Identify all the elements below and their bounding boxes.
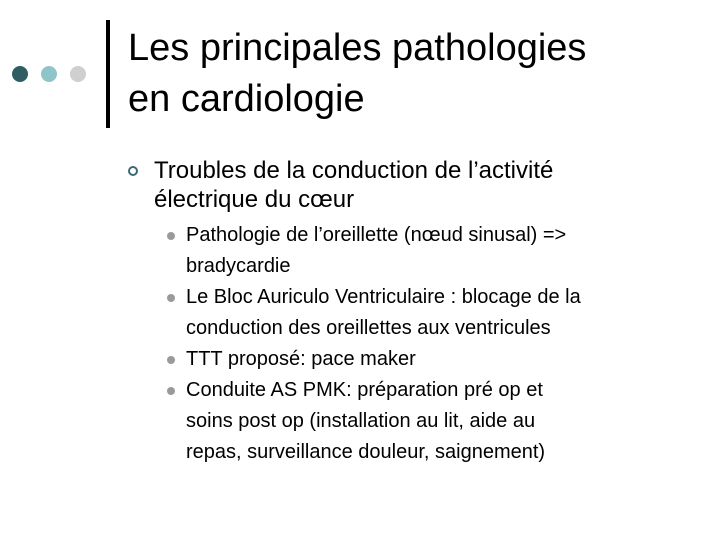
dark-dot-icon (12, 66, 28, 82)
dot-bullet-icon (167, 294, 175, 302)
list-item (186, 282, 706, 344)
dot-bullet-icon (167, 387, 175, 395)
list-item-line: Conduite AS PMK: préparation pré op et (186, 379, 543, 401)
mid-dot-icon (41, 66, 57, 82)
list-item-line: soins post op (installation au lit, aide au (186, 410, 536, 432)
list-item (186, 220, 706, 282)
dot-bullet-icon (167, 356, 175, 364)
list-item-line: Le Bloc Auriculo Ventriculaire : blocage de la (186, 286, 581, 308)
decorative-dots (12, 66, 96, 82)
ring-bullet-icon (128, 166, 138, 176)
list-item-line: Pathologie de l’oreillette (nœud sinusal) => (186, 224, 567, 246)
slide-title (128, 23, 708, 125)
list-item-line: repas, surveillance douleur, saignement) (186, 441, 546, 463)
dot-bullet-icon (167, 232, 175, 240)
level1-bullet-text (154, 156, 694, 214)
list-item-line: conduction des oreillettes aux ventricules (186, 317, 551, 339)
sub-bullet-list (186, 220, 706, 468)
slide-title-line: en cardiologie (128, 78, 365, 120)
list-item (186, 375, 706, 468)
list-item-line: TTT proposé: pace maker (186, 348, 416, 370)
title-divider (106, 20, 110, 128)
level1-text-line: Troubles de la conduction de l’activité (154, 157, 554, 184)
level1-text-line: électrique du cœur (154, 186, 355, 213)
list-item-line: bradycardie (186, 255, 291, 277)
light-dot-icon (70, 66, 86, 82)
slide-title-line: Les principales pathologies (128, 27, 587, 69)
list-item (186, 344, 706, 375)
